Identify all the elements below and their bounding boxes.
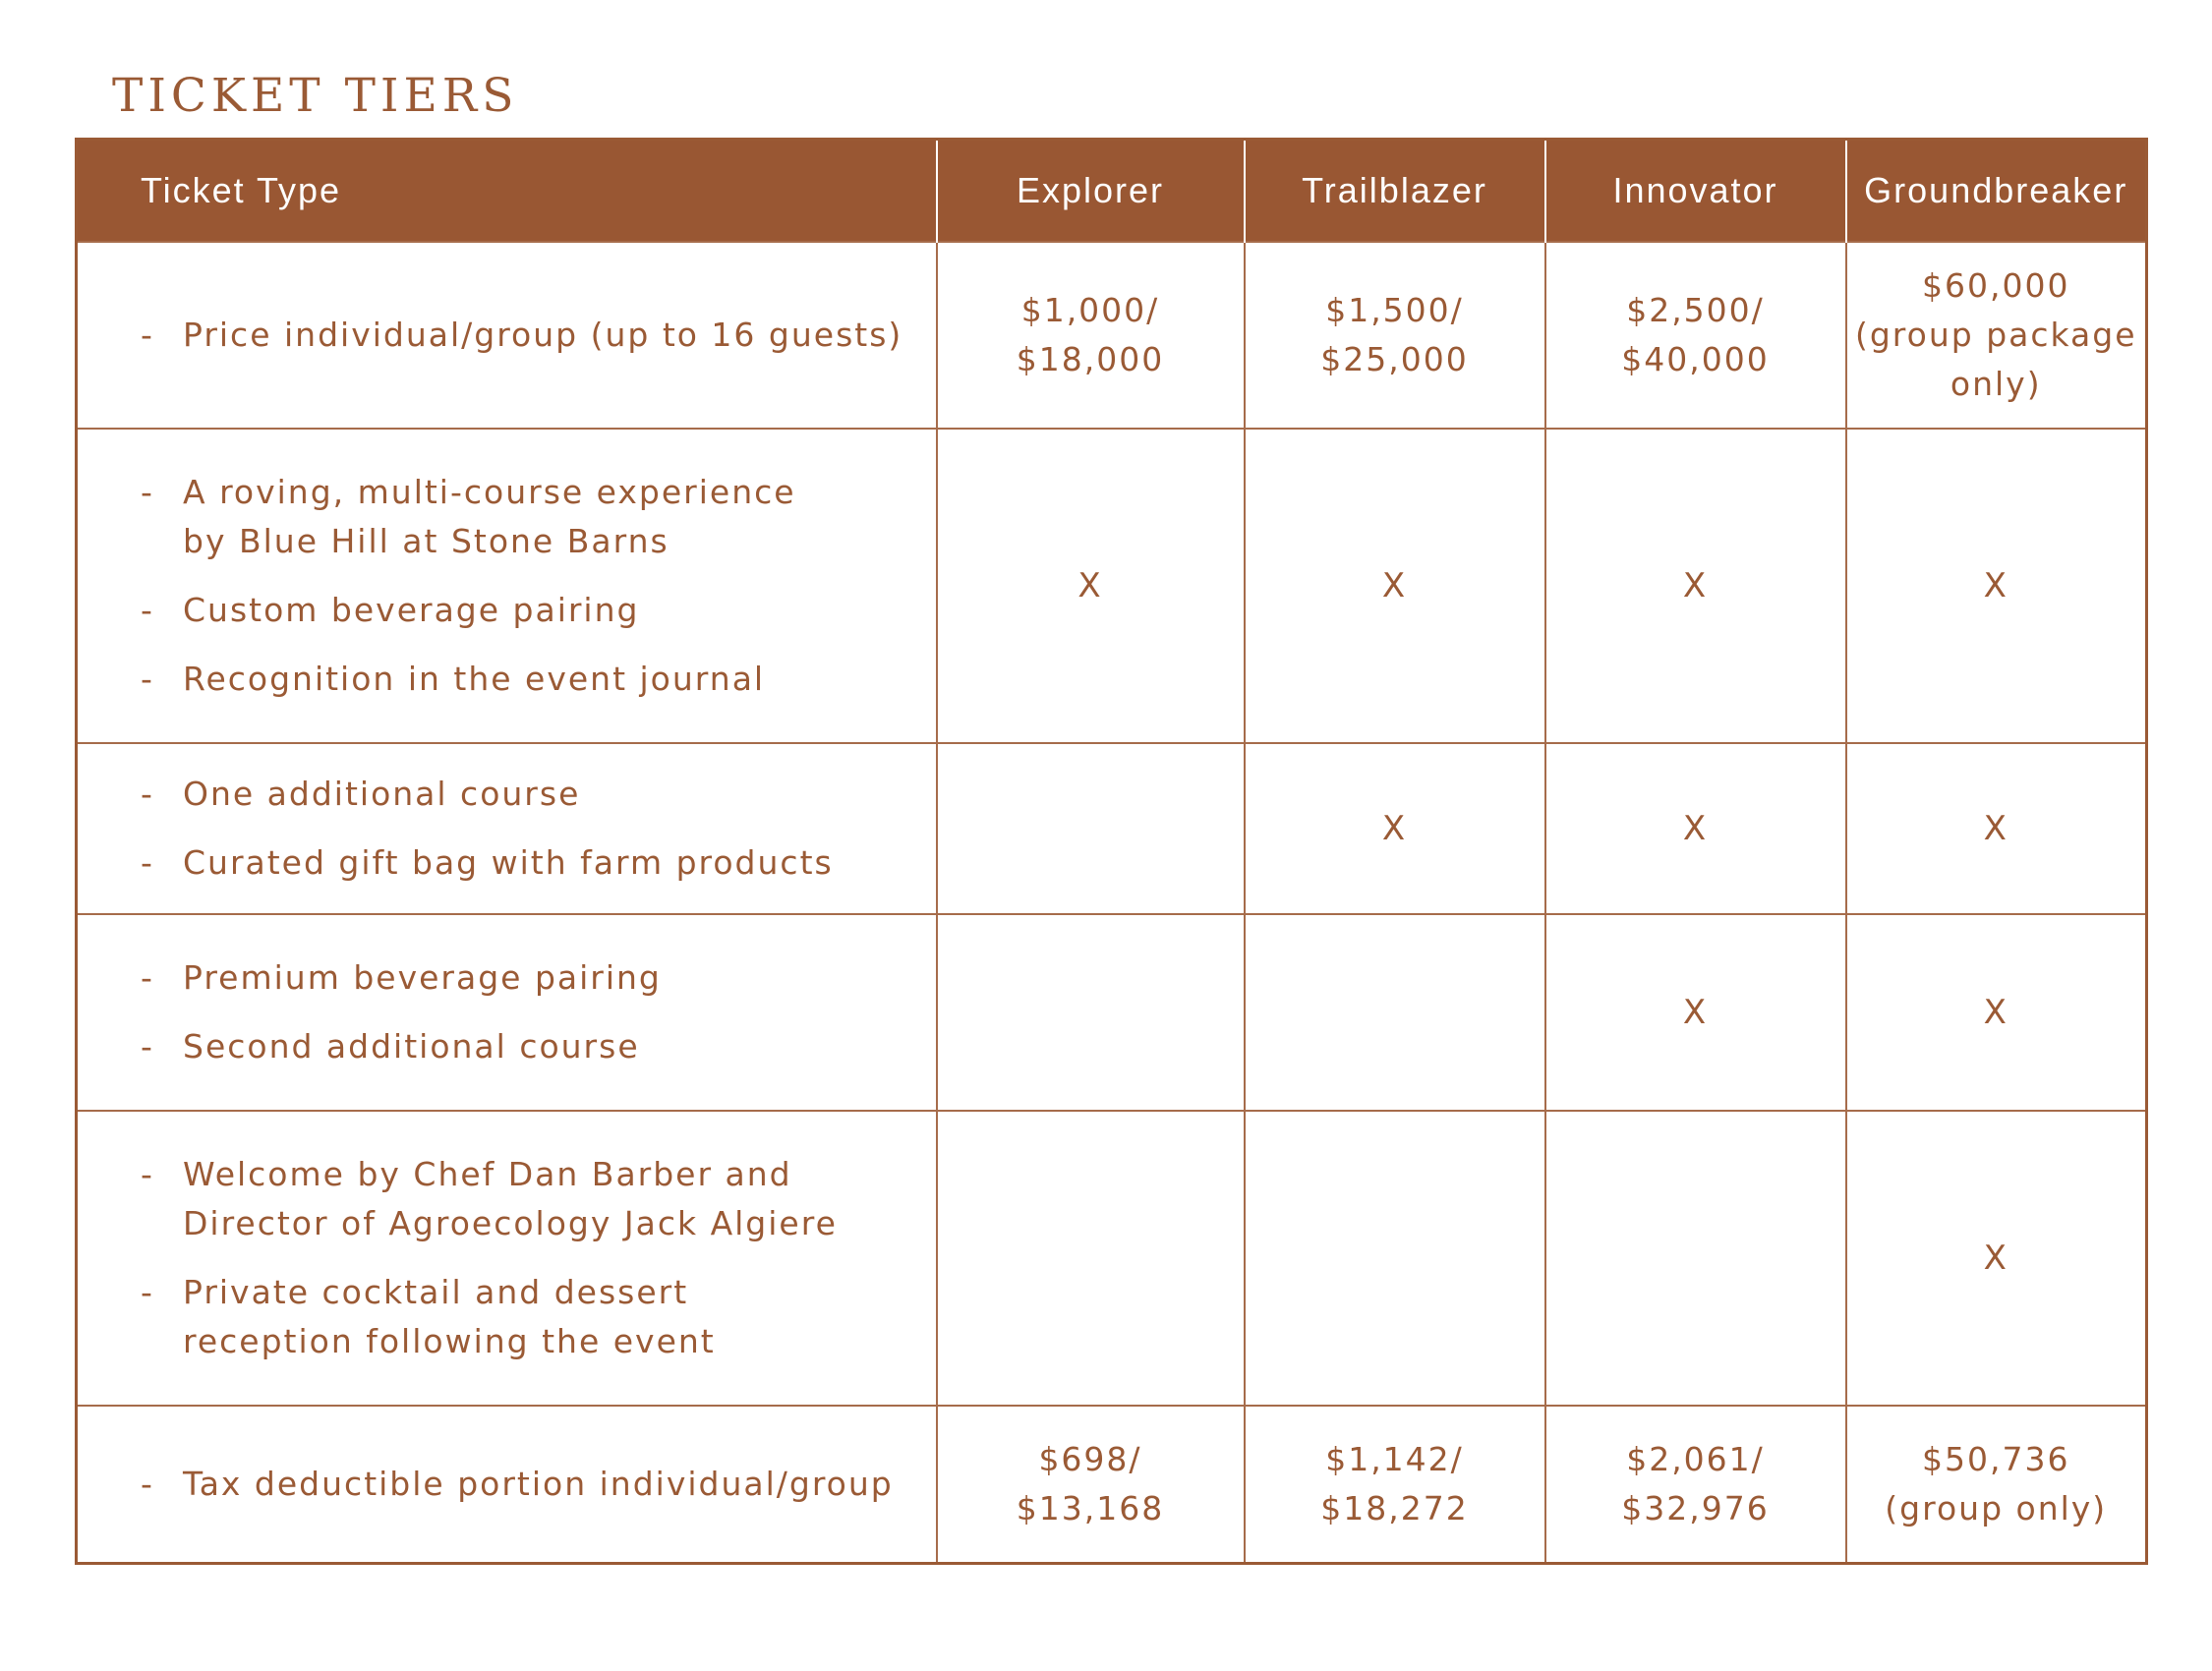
- list-item: [141, 953, 916, 1003]
- included-mark: X: [1983, 809, 2008, 848]
- feature-text: by Blue Hill at Stone Barns: [183, 522, 669, 560]
- feature-list: [141, 953, 916, 1071]
- price-note: only): [1950, 365, 2042, 403]
- table-header-row: [77, 140, 2147, 243]
- feature-list: [141, 1150, 916, 1366]
- feature-text: - Premium beverage pairing: [183, 958, 662, 997]
- list-item: [141, 1150, 916, 1248]
- groundbreaker-price-cell: [1846, 242, 2147, 429]
- list-item: [141, 586, 916, 635]
- list-item: [141, 311, 916, 360]
- feature-list: [141, 770, 916, 888]
- groundbreaker-tax-cell: [1846, 1406, 2147, 1564]
- explorer-price-cell: [937, 242, 1245, 429]
- feature-text: - Custom beverage pairing: [183, 591, 640, 629]
- feature-cell: [77, 429, 937, 743]
- trailblazer-cell: [1245, 743, 1545, 914]
- feature-text: reception following the event: [183, 1322, 716, 1360]
- header-groundbreaker: Groundbreaker: [1846, 140, 2147, 243]
- feature-list: [141, 468, 916, 704]
- table-row: [77, 429, 2147, 743]
- tax-individual: $698/: [1038, 1440, 1142, 1478]
- feature-text: - Recognition in the event journal: [183, 660, 766, 698]
- feature-cell: [77, 1406, 937, 1564]
- innovator-cell: [1545, 1111, 1846, 1406]
- innovator-cell: [1545, 429, 1846, 743]
- groundbreaker-cell: [1846, 914, 2147, 1111]
- explorer-tax-cell: [937, 1406, 1245, 1564]
- feature-text: - Private cocktail and dessert: [183, 1273, 689, 1311]
- tax-group: $32,976: [1621, 1489, 1770, 1527]
- list-item: [141, 1268, 916, 1366]
- feature-text: - A roving, multi-course experience: [183, 473, 796, 511]
- feature-text: Director of Agroecology Jack Algiere: [183, 1204, 838, 1242]
- list-item: [141, 1022, 916, 1071]
- feature-cell: [77, 242, 937, 429]
- header-innovator: Innovator: [1545, 140, 1846, 243]
- header-explorer: Explorer: [937, 140, 1245, 243]
- price-group: $25,000: [1320, 340, 1469, 378]
- included-mark: X: [1077, 566, 1103, 605]
- feature-text: - One additional course: [183, 775, 581, 813]
- feature-cell: [77, 743, 937, 914]
- feature-text: - Curated gift bag with farm products: [183, 843, 834, 882]
- feature-text: - Price individual/group (up to 16 guests): [183, 316, 903, 354]
- price-individual: $2,500/: [1626, 291, 1765, 329]
- header-ticket-type: Ticket Type: [77, 140, 937, 243]
- feature-list: [141, 311, 916, 360]
- feature-list: [141, 1460, 916, 1509]
- tax-group: $18,272: [1320, 1489, 1469, 1527]
- trailblazer-tax-cell: [1245, 1406, 1545, 1564]
- feature-cell: [77, 914, 937, 1111]
- explorer-cell: [937, 1111, 1245, 1406]
- list-item: [141, 1460, 916, 1509]
- tax-individual: $1,142/: [1325, 1440, 1464, 1478]
- price-note: (group package: [1854, 316, 2137, 354]
- table-row: [77, 1111, 2147, 1406]
- included-mark: X: [1983, 993, 2008, 1032]
- explorer-cell: [937, 914, 1245, 1111]
- included-mark: X: [1682, 809, 1709, 848]
- price-individual: $1,000/: [1020, 291, 1160, 329]
- table-row: [77, 914, 2147, 1111]
- tax-group: $13,168: [1016, 1489, 1165, 1527]
- feature-text: - Second additional course: [183, 1027, 640, 1066]
- trailblazer-price-cell: [1245, 242, 1545, 429]
- table-row: [77, 1406, 2147, 1564]
- price-group: $40,000: [1621, 340, 1770, 378]
- included-mark: X: [1983, 566, 2008, 605]
- feature-cell: [77, 1111, 937, 1406]
- trailblazer-cell: [1245, 1111, 1545, 1406]
- trailblazer-cell: [1245, 429, 1545, 743]
- ticket-tiers-table: [75, 138, 2148, 1565]
- tax-individual: $2,061/: [1626, 1440, 1765, 1478]
- groundbreaker-cell: [1846, 429, 2147, 743]
- list-item: [141, 770, 916, 819]
- table-row: [77, 242, 2147, 429]
- innovator-cell: [1545, 743, 1846, 914]
- feature-text: - Tax deductible portion individual/group: [183, 1465, 894, 1503]
- feature-text: - Welcome by Chef Dan Barber and: [183, 1155, 792, 1193]
- innovator-cell: [1545, 914, 1846, 1111]
- tax-note: (group only): [1885, 1489, 2108, 1527]
- groundbreaker-cell: [1846, 1111, 2147, 1406]
- included-mark: X: [1381, 566, 1408, 605]
- header-trailblazer: Trailblazer: [1245, 140, 1545, 243]
- innovator-tax-cell: [1545, 1406, 1846, 1564]
- list-item: [141, 655, 916, 704]
- explorer-cell: [937, 743, 1245, 914]
- page-title: TICKET TIERS: [112, 69, 519, 123]
- included-mark: X: [1682, 566, 1709, 605]
- tax-group: $50,736: [1922, 1440, 2070, 1478]
- table-row: [77, 743, 2147, 914]
- price-group: $18,000: [1016, 340, 1165, 378]
- groundbreaker-cell: [1846, 743, 2147, 914]
- price-group: $60,000: [1922, 266, 2070, 305]
- included-mark: X: [1983, 1239, 2008, 1278]
- included-mark: X: [1682, 993, 1709, 1032]
- included-mark: X: [1381, 809, 1408, 848]
- explorer-cell: [937, 429, 1245, 743]
- list-item: [141, 838, 916, 888]
- innovator-price-cell: [1545, 242, 1846, 429]
- trailblazer-cell: [1245, 914, 1545, 1111]
- price-individual: $1,500/: [1325, 291, 1464, 329]
- list-item: [141, 468, 916, 566]
